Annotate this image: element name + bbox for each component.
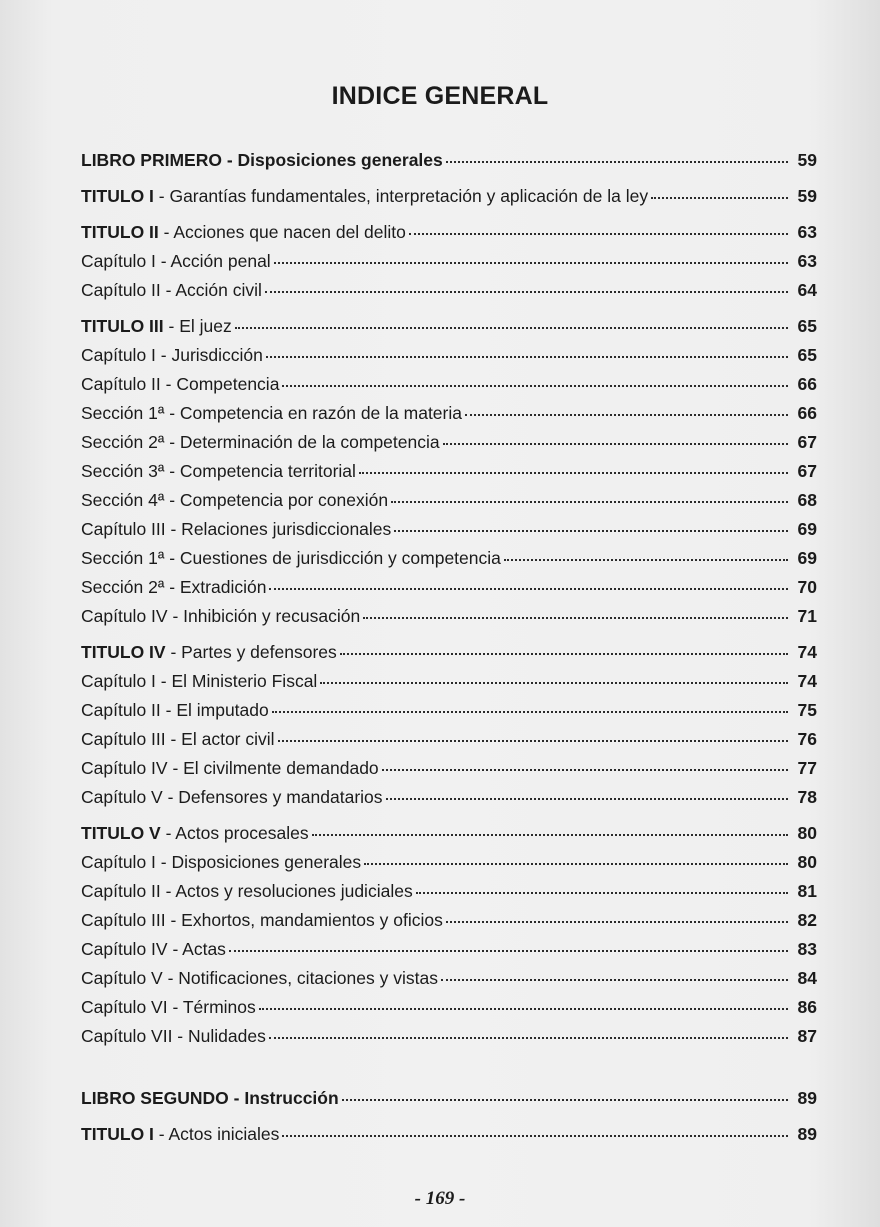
toc-entry-label: Capítulo II - Acción civil	[81, 280, 262, 300]
toc-entry-prefix: TITULO V	[81, 823, 161, 843]
toc-entry	[81, 461, 817, 490]
toc-entry	[81, 910, 817, 939]
toc-entry-label: - Partes y defensores	[165, 642, 337, 662]
toc-entry-title	[81, 968, 438, 989]
toc-entry-title	[81, 1124, 279, 1145]
dot-leader	[443, 443, 788, 445]
toc-entry-title	[81, 1026, 266, 1047]
dot-leader	[409, 233, 788, 235]
toc-entry-title	[81, 519, 391, 540]
toc-entry-prefix: LIBRO SEGUNDO	[81, 1088, 229, 1108]
toc-entry-label: Capítulo II - Competencia	[81, 374, 280, 394]
toc-entry	[81, 403, 817, 432]
toc-entry	[81, 374, 817, 403]
table-of-contents	[81, 150, 817, 1153]
toc-entry-page: 59	[797, 186, 817, 206]
toc-entry-title	[81, 823, 309, 844]
toc-entry	[81, 1088, 817, 1117]
dot-leader	[282, 385, 788, 387]
toc-entry-title	[81, 548, 501, 569]
toc-entry-title	[81, 251, 271, 272]
toc-entry-label: Capítulo IV - Inhibición y recusación	[81, 606, 361, 626]
toc-entry-title	[81, 910, 443, 931]
toc-entry-title	[81, 403, 462, 424]
toc-entry-label: - El juez	[163, 316, 232, 336]
toc-entry-page: 68	[797, 490, 817, 510]
toc-entry-prefix: TITULO IV	[81, 642, 166, 662]
toc-entry-page: 65	[797, 345, 817, 365]
dot-leader	[269, 1037, 788, 1039]
dot-leader	[272, 711, 788, 713]
toc-entry-page: 83	[797, 939, 817, 959]
toc-entry-label: Sección 1ª - Competencia en razón de la materia	[81, 403, 462, 423]
toc-entry-page: 67	[797, 432, 817, 452]
toc-entry-label: Capítulo VII - Nulidades	[81, 1026, 266, 1046]
dot-leader	[265, 291, 788, 293]
toc-entry-title	[81, 787, 383, 808]
toc-entry	[81, 186, 817, 215]
toc-entry-page: 65	[797, 316, 817, 336]
toc-entry-page: 70	[797, 577, 817, 597]
toc-entry-label: Capítulo V - Notificaciones, citaciones y vistas	[81, 968, 438, 988]
dot-leader	[386, 798, 788, 800]
toc-entry-label: Capítulo V - Defensores y mandatarios	[81, 787, 383, 807]
toc-entry-page: 69	[797, 548, 817, 568]
toc-entry-title	[81, 150, 443, 171]
toc-entry-title	[81, 461, 356, 482]
toc-entry	[81, 700, 817, 729]
toc-entry-label: Capítulo IV - El civilmente demandado	[81, 758, 379, 778]
toc-entry-page: 81	[797, 881, 817, 901]
dot-leader	[342, 1099, 788, 1101]
toc-entry-page: 87	[797, 1026, 817, 1046]
dot-leader	[382, 769, 788, 771]
toc-entry	[81, 671, 817, 700]
toc-entry	[81, 222, 817, 251]
toc-entry-label: - Disposiciones generales	[221, 150, 443, 170]
dot-leader	[278, 740, 788, 742]
toc-entry-page: 89	[797, 1124, 817, 1144]
toc-entry-label: Capítulo III - Exhortos, mandamientos y oficios	[81, 910, 443, 930]
toc-entry-label: Capítulo VI - Términos	[81, 997, 256, 1017]
toc-entry-label: Capítulo III - El actor civil	[81, 729, 275, 749]
toc-entry	[81, 1026, 817, 1055]
dot-leader	[229, 950, 788, 952]
toc-entry-page: 86	[797, 997, 817, 1017]
toc-entry-prefix: LIBRO PRIMERO	[81, 150, 222, 170]
dot-leader	[394, 530, 788, 532]
toc-entry-title	[81, 606, 360, 627]
toc-entry-page: 63	[797, 222, 817, 242]
dot-leader	[259, 1008, 788, 1010]
toc-entry-page: 84	[797, 968, 817, 988]
dot-leader	[364, 863, 788, 865]
toc-entry-page: 76	[797, 729, 817, 749]
toc-entry-title	[81, 280, 262, 301]
dot-leader	[359, 472, 788, 474]
dot-leader	[282, 1135, 788, 1137]
dot-leader	[235, 327, 788, 329]
dot-leader	[651, 197, 788, 199]
toc-entry-title	[81, 997, 256, 1018]
toc-entry	[81, 968, 817, 997]
toc-entry-label: - Instrucción	[228, 1088, 339, 1108]
toc-entry-label: - Acciones que nacen del delito	[158, 222, 406, 242]
toc-entry-prefix: TITULO II	[81, 222, 159, 242]
toc-entry-label: Capítulo II - El imputado	[81, 700, 269, 720]
toc-entry	[81, 251, 817, 280]
toc-entry-title	[81, 729, 275, 750]
toc-entry-title	[81, 671, 317, 692]
toc-entry-page: 69	[797, 519, 817, 539]
toc-entry-title	[81, 1088, 339, 1109]
toc-entry-page: 80	[797, 852, 817, 872]
toc-entry-page: 66	[797, 403, 817, 423]
toc-entry-label: Capítulo I - Disposiciones generales	[81, 852, 362, 872]
toc-entry-title	[81, 316, 232, 337]
dot-leader	[504, 559, 788, 561]
toc-entry	[81, 280, 817, 309]
toc-entry-label: Capítulo III - Relaciones jurisdiccionales	[81, 519, 392, 539]
toc-entry-page: 71	[797, 606, 817, 626]
toc-entry	[81, 548, 817, 577]
dot-leader	[320, 682, 788, 684]
dot-leader	[441, 979, 788, 981]
toc-entry	[81, 606, 817, 635]
page-title: INDICE GENERAL	[331, 82, 549, 110]
toc-entry-label: Capítulo I - Jurisdicción	[81, 345, 263, 365]
page-number: - 169 -	[414, 1188, 466, 1209]
toc-entry-label: Capítulo I - El Ministerio Fiscal	[81, 671, 318, 691]
toc-entry-label: - Actos procesales	[160, 823, 309, 843]
toc-entry-label: Capítulo I - Acción penal	[81, 251, 271, 271]
toc-entry	[81, 997, 817, 1026]
toc-entry-page: 64	[797, 280, 817, 300]
toc-entry-page: 63	[797, 251, 817, 271]
toc-entry-page: 82	[797, 910, 817, 930]
toc-entry	[81, 787, 817, 816]
toc-entry	[81, 823, 817, 852]
toc-entry-title	[81, 758, 379, 779]
toc-entry	[81, 490, 817, 519]
toc-entry-title	[81, 939, 226, 960]
toc-entry-prefix: TITULO I	[81, 1124, 154, 1144]
toc-entry-label: Sección 1ª - Cuestiones de jurisdicción y competencia	[81, 548, 501, 568]
dot-leader	[363, 617, 788, 619]
toc-entry-label: Sección 2ª - Determinación de la competencia	[81, 432, 440, 452]
toc-entry-page: 75	[797, 700, 817, 720]
toc-entry-page: 80	[797, 823, 817, 843]
dot-leader	[274, 262, 788, 264]
toc-entry	[81, 519, 817, 548]
toc-entry-page: 59	[797, 150, 817, 170]
toc-entry	[81, 316, 817, 345]
dot-leader	[446, 921, 788, 923]
toc-entry-label: - Garantías fundamentales, interpretación y aplicación de la ley	[153, 186, 649, 206]
toc-entry-title	[81, 577, 266, 598]
toc-entry-title	[81, 186, 648, 207]
dot-leader	[446, 161, 788, 163]
toc-entry	[81, 758, 817, 787]
toc-entry-title	[81, 700, 269, 721]
toc-entry	[81, 1124, 817, 1153]
toc-entry-title	[81, 345, 263, 366]
toc-entry-prefix: TITULO III	[81, 316, 164, 336]
toc-entry-page: 66	[797, 374, 817, 394]
toc-entry-label: Sección 3ª - Competencia territorial	[81, 461, 356, 481]
toc-entry-title	[81, 222, 406, 243]
toc-entry-label: - Actos iniciales	[153, 1124, 280, 1144]
toc-entry-page: 74	[797, 671, 817, 691]
dot-leader	[465, 414, 788, 416]
dot-leader	[312, 834, 788, 836]
toc-entry-page: 78	[797, 787, 817, 807]
toc-entry-title	[81, 432, 440, 453]
dot-leader	[340, 653, 788, 655]
toc-entry-title	[81, 852, 361, 873]
toc-entry-title	[81, 374, 279, 395]
toc-entry-page: 77	[797, 758, 817, 778]
dot-leader	[391, 501, 788, 503]
toc-entry-label: Sección 2ª - Extradición	[81, 577, 267, 597]
toc-entry-label: Sección 4ª - Competencia por conexión	[81, 490, 389, 510]
toc-entry	[81, 939, 817, 968]
toc-entry	[81, 729, 817, 758]
toc-entry	[81, 881, 817, 910]
toc-entry	[81, 432, 817, 461]
toc-entry-label: Capítulo IV - Actas	[81, 939, 226, 959]
toc-entry-page: 89	[797, 1088, 817, 1108]
toc-entry-title	[81, 490, 388, 511]
toc-entry	[81, 345, 817, 374]
toc-entry-title	[81, 881, 413, 902]
toc-entry-label: Capítulo II - Actos y resoluciones judiciales	[81, 881, 413, 901]
toc-entry-page: 67	[797, 461, 817, 481]
dot-leader	[269, 588, 788, 590]
toc-entry	[81, 642, 817, 671]
toc-entry	[81, 577, 817, 606]
toc-entry-title	[81, 642, 337, 663]
dot-leader	[416, 892, 788, 894]
toc-entry	[81, 150, 817, 179]
toc-entry-prefix: TITULO I	[81, 186, 154, 206]
dot-leader	[266, 356, 788, 358]
toc-entry-page: 74	[797, 642, 817, 662]
toc-entry	[81, 852, 817, 881]
